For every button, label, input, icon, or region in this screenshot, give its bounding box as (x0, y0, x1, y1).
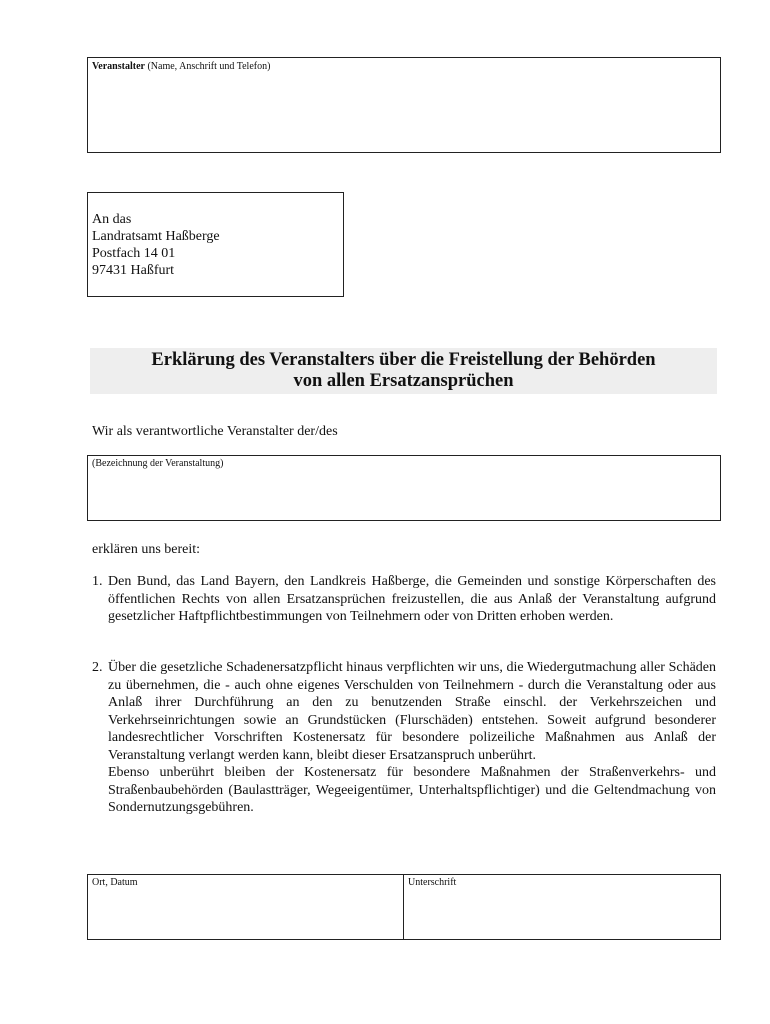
declaration-intro: erklären uns bereit: (92, 542, 201, 557)
address-line-4: 97431 Haßfurt (92, 263, 175, 278)
item-paragraph: Ebenso unberührt bleiben der Kostenersatz für besondere Maßnahmen der Straßenverkehrs- und Straßenbaubehörden (Baulastträger, Wegeeigentümer, Unterhaltspflichtiger) und die Geltendmachung von Sondernutzungsgebühren. (108, 765, 716, 815)
title-line-1: Erklärung des Veranstalters über die Freistellung der Behörden (151, 350, 656, 370)
signature-label: Unterschrift (408, 877, 457, 888)
organizer-label-hint: (Name, Anschrift und Telefon) (144, 61, 271, 72)
place-date-field[interactable] (88, 875, 404, 939)
item-number: 1. (92, 574, 103, 589)
item-paragraph: Über die gesetzliche Schadenersatzpflicht hinaus verpflichten wir uns, die Wiedergutmachung aller Schäden zu übernehmen, die - auch ohne eigenes Verschulden von Teilnehmern - durch die Veranstaltung oder aus Anlaß ihrer Durchführung an den zu benutzenden Straße einschl. der Verkehrszeichen und Verkehrseinrichtungen sowie an Grundstücken (Flurschäden) entstehen. Soweit aufgrund besonderer landesrechtlicher Vorschriften Kostenersatz für besondere polizeiliche Maßnahmen aus Anlaß der Veranstaltung verlangt werden kann, bleibt dieser Ersatzanspruch unberührt. (108, 660, 716, 763)
declaration-item-1 (92, 573, 716, 626)
signature-field[interactable] (404, 875, 720, 939)
signature-table (87, 874, 721, 940)
organizer-field[interactable] (87, 57, 721, 153)
address-line-1: An das (92, 212, 132, 227)
event-name-field[interactable] (87, 455, 721, 521)
address-line-3: Postfach 14 01 (92, 246, 176, 261)
item-paragraph: Den Bund, das Land Bayern, den Landkreis Haßberge, die Gemeinden und sonstige Körperschaften des öffentlichen Rechts von allen Ersatzansprüchen freizustellen, die aus Anlaß der Veranstaltung aufgrund gesetzlicher Haftpflichtbestimmungen von Teilnehmern oder von Dritten erhoben werden. (108, 574, 716, 624)
intro-text: Wir als verantwortliche Veranstalter der/des (92, 424, 338, 439)
event-name-label: (Bezeichnung der Veranstaltung) (92, 458, 224, 469)
recipient-address-box (87, 192, 344, 297)
declaration-item-2 (92, 659, 716, 817)
title-line-2: von allen Ersatzansprüchen (293, 371, 514, 391)
document-title (90, 348, 717, 394)
organizer-label-bold: Veranstalter (92, 61, 145, 72)
place-date-label: Ort, Datum (92, 877, 138, 888)
item-number: 2. (92, 660, 103, 675)
address-line-2: Landratsamt Haßberge (92, 229, 220, 244)
